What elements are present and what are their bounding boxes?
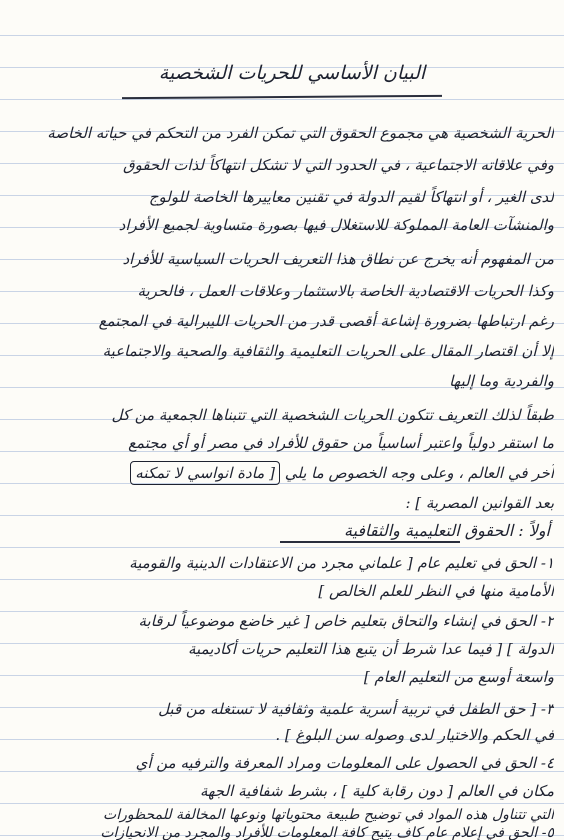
list-item: في الحكم والاختيار لدى وصوله سن البلوغ ] . [275, 726, 554, 744]
paragraph-line: والمنشآت العامة المملوكة للاستغلال فيها بصورة متساوية لجميع الأفراد [118, 216, 554, 234]
paragraph-line: طبقاً لذلك التعريف تتكون الحريات الشخصية التي تتبناها الجمعية من كل [111, 406, 554, 424]
list-item: ٢- الحق في إنشاء والتحاق بتعليم خاص [ غير خاضع موضوعياً لرقابة [138, 612, 554, 630]
paragraph-line: وكذا الحريات الاقتصادية الخاصة بالاستثمار وعلاقات العمل ، فالحرية [137, 282, 554, 300]
paragraph-line: وفي علاقاته الاجتماعية ، في الحدود التي لا تشكل انتهاكاً لذات الحقوق [123, 156, 554, 174]
paragraph-line: لدى الغير ، أو انتهاكاً لقيم الدولة في تقنين معاييرها الخاصة للولوج [148, 188, 554, 206]
paragraph-line: الحرية الشخصية هي مجموع الحقوق التي تمكن الفرد من التحكم في حياته الخاصة [47, 124, 554, 142]
paragraph-line: ما استقر دولياً واعتبر أساسياً من حقوق للأفراد في مصر أو أي مجتمع [128, 434, 554, 452]
list-item: ٤- الحق في الحصول على المعلومات ومراد المعرفة والترفيه من أي [135, 754, 554, 772]
list-item: واسعة أوسع من التعليم العام ] [363, 668, 554, 686]
list-item: ١- الحق في تعليم عام [ علماني مجرد من الاعتقادات الدينية والقومية [129, 554, 554, 572]
list-item: مكان في العالم [ دون رقابة كلية ] ، بشرط شفافية الجهة [199, 782, 554, 800]
list-item: التي تتناول هذه المواد في توضيح طبيعة محتوياتها ونوعها المخالفة للمحظورات [103, 807, 554, 823]
heading-underline [280, 541, 460, 543]
boxed-note: [ مادة انواسي لا تمكنه [130, 461, 280, 485]
list-item: ٣- [ حق الطفل في تربية أسرية علمية وثقافية لا تستغله من قبل [158, 700, 554, 718]
paragraph-line-with-box [12, 458, 554, 488]
paragraph-text: آخر في العالم ، وعلى وجه الخصوص ما يلي [284, 464, 554, 482]
page-title: البيان الأساسي للحريات الشخصية [158, 62, 426, 84]
list-item: ٥- الحق في إعلام عام كاف يتيح كافة المعلومات للأفراد والمجرد من الانحيازات [100, 825, 554, 840]
paragraph-line: والفردية وما إليها [449, 372, 554, 390]
section-heading: أولاً : الحقوق التعليمية والثقافية [344, 521, 550, 540]
paragraph-line: رغم ارتباطها بضرورة إشاعة أقصى قدر من الحريات الليبرالية في المجتمع [98, 312, 554, 330]
paragraph-line: بعد القوانين المصرية ] : [405, 494, 554, 512]
list-item: الدولة ] [ فيما عدا شرط أن يتبع هذا التعليم حريات أكاديمية [188, 640, 554, 658]
paragraph-line: إلا أن اقتصار المقال على الحريات التعليمية والثقافية والصحية والاجتماعية [102, 342, 554, 360]
list-item: الأمامية منها في النظر للعلم الخالص ] [318, 582, 554, 600]
paragraph-line: من المفهوم أنه يخرج عن نطاق هذا التعريف الحريات السياسية للأفراد [122, 250, 554, 268]
